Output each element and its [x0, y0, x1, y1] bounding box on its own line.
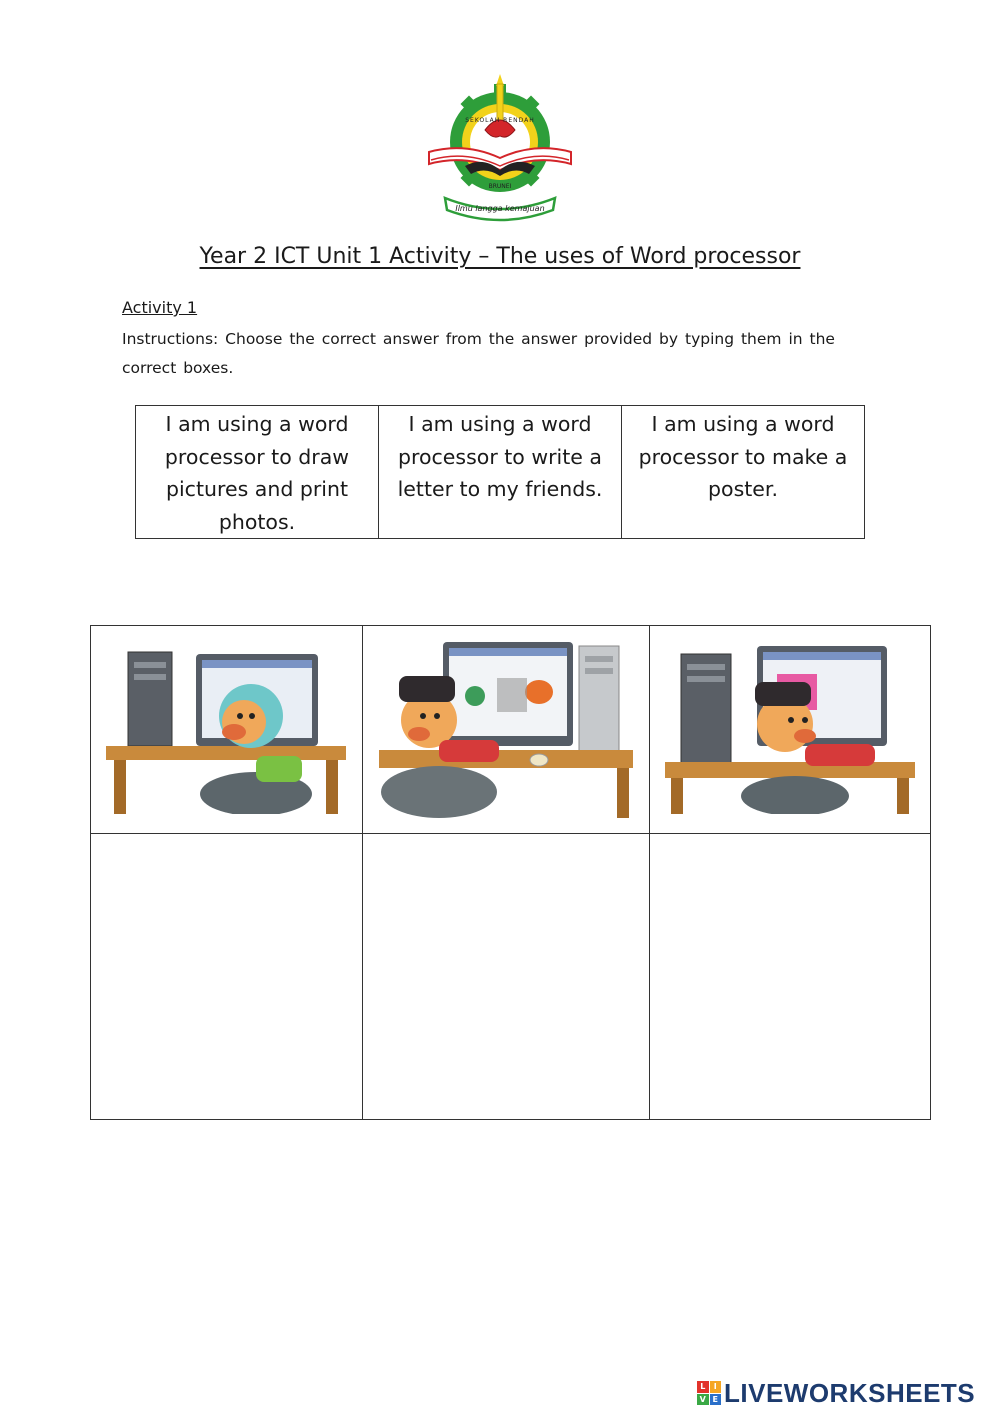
answer-option-1: I am using a word processor to draw pictures and print photos. — [136, 406, 379, 539]
picture-cell-1 — [91, 626, 363, 834]
answer-option-2: I am using a word processor to write a letter to my friends. — [379, 406, 622, 539]
picture-cell-2 — [362, 626, 650, 834]
answer-option-3: I am using a word processor to make a poster. — [622, 406, 865, 539]
instructions-text: Instructions: Choose the correct answer from the answer provided by typing them in the correct boxes. — [122, 330, 835, 377]
answer-box-2[interactable] — [362, 834, 650, 1120]
answer-box-1[interactable] — [91, 834, 363, 1120]
picture-cell-3 — [650, 626, 931, 834]
girl-at-computer-picture — [106, 646, 346, 814]
activity-label: Activity 1 — [122, 298, 198, 317]
logo-top-text: SEKOLAH RENDAH — [465, 117, 535, 124]
school-logo — [425, 70, 575, 222]
boy-typing-picture — [665, 646, 915, 814]
liveworksheets-watermark — [697, 1377, 975, 1409]
logo-motto: Ilmu langga kemajuan — [455, 204, 545, 213]
liveworksheets-icon: L I V E — [697, 1381, 721, 1405]
watermark-text: LIVEWORKSHEETS — [724, 1377, 976, 1408]
answer-box-3[interactable] — [650, 834, 931, 1120]
boy-drawing-picture — [379, 642, 633, 818]
page-title: Year 2 ICT Unit 1 Activity – The uses of Word processor — [199, 244, 801, 269]
answer-bank-table — [135, 405, 865, 539]
activity-grid — [90, 625, 931, 1120]
logo-bottom-text: BRUNEI — [488, 183, 512, 190]
